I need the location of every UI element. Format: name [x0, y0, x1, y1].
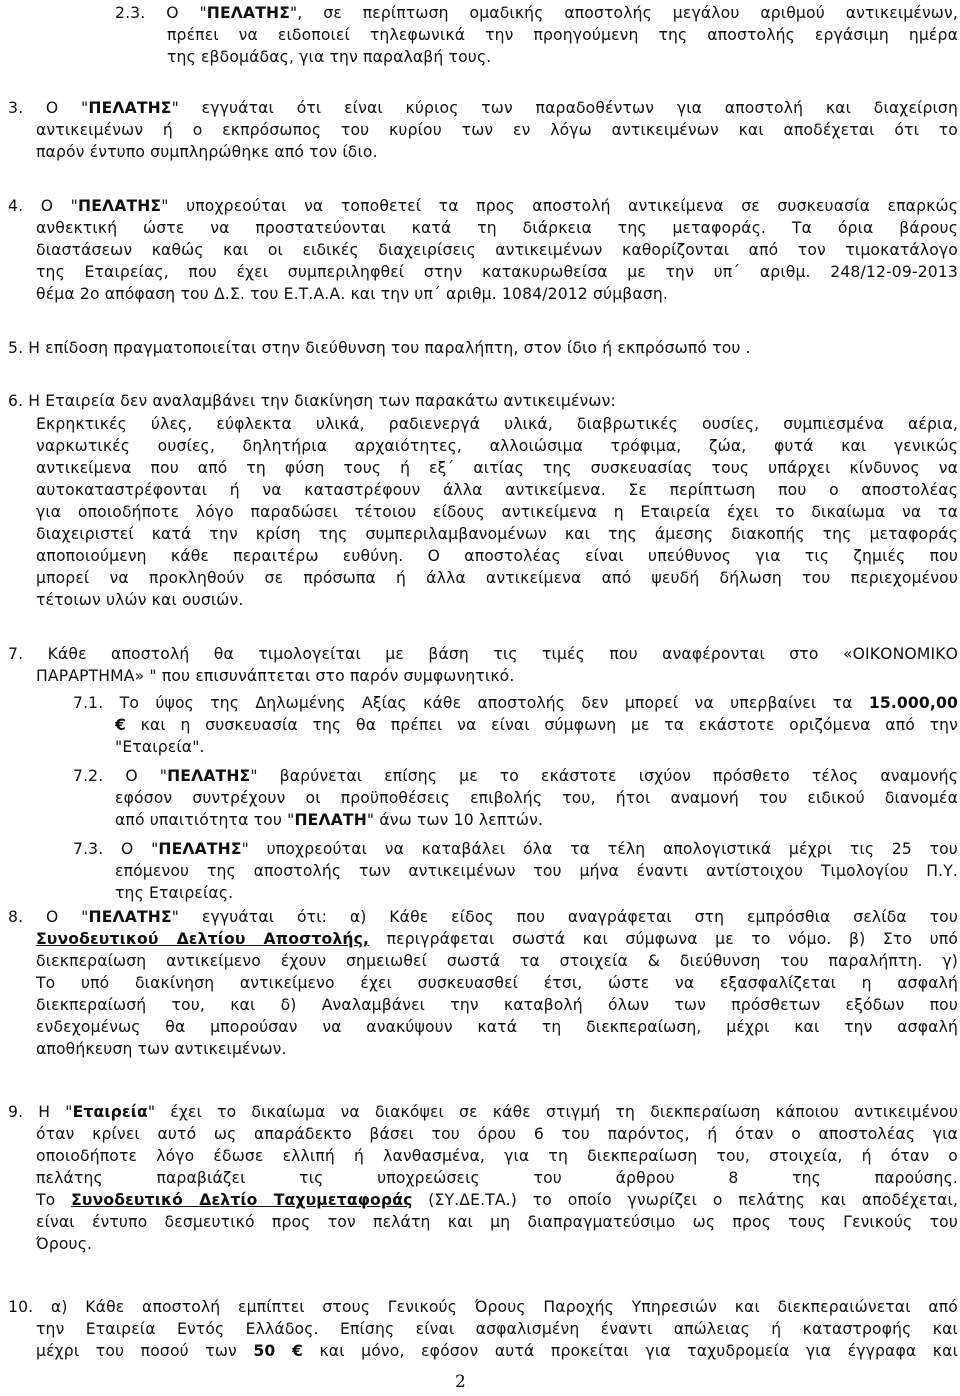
text-line [167, 24, 958, 46]
text-segment: " εγγυάται ότι: α) Κάθε είδος που αναγράφεται στη εμπρόσθια σελίδα του [171, 908, 959, 926]
text-line [36, 1340, 958, 1362]
text-segment: πελάτης παραβιάζει τις υποχρεώσεις του άρθρου 8 της παρούσης. [36, 1169, 958, 1187]
text-segment: 15.000,00 [868, 694, 958, 712]
text-segment: ", σε περίπτωση ομαδικής αποστολής μεγάλου αριθμού αντικειμένων, [290, 4, 958, 22]
text-segment: εφόσον συντρέχουν οι προϋποθέσεις επιβολής του, ήτοι αναμονή του ειδικού διανομέα [115, 789, 958, 807]
text-segment: τέτοιων υλών και ουσιών. [36, 591, 244, 609]
text-line [36, 1038, 336, 1060]
text-segment: 5. Η επίδοση πραγματοποιείται στην διεύθυνση του παραλήπτη, στον ίδιο ή εκπρόσωπό του . [8, 339, 751, 357]
text-segment: 8. Ο " [8, 908, 89, 926]
text-line [36, 457, 958, 479]
text-line [36, 545, 958, 567]
text-segment: 7.2. Ο " [73, 767, 168, 785]
text-line [73, 838, 958, 860]
text-segment: (ΣΥ.ΔΕ.ΤΑ.) το οποίο γνωρίζει ο πελάτης και αποδέχεται, [412, 1191, 958, 1209]
text-segment: 6. Η Εταιρεία δεν αναλαμβάνει την διακίνηση των παρακάτω αντικειμένων: [8, 392, 616, 410]
text-line [36, 1233, 136, 1255]
text-segment: διεκπεραίωσή του, και δ) Αναλαμβάνει την καταβολή όλων των πρόσθετων εξόδων που [36, 996, 958, 1014]
text-segment: ναρκωτικές ουσίες, δηλητήρια αρχαιότητες, αλλοιώσιμα τρόφιμα, ζώα, φυτά και γενικώς [36, 437, 958, 455]
text-segment: ενδεχομένως θα μπορούσαν να ανακύψουν κατά τη διεκπεραίωση, μέχρι και την ασφαλή [36, 1018, 958, 1036]
text-segment: ΠΕΛΑΤΗΣ [167, 767, 251, 785]
text-line [8, 195, 958, 217]
text-segment: " έχει το δικαίωμα να διακόψει σε κάθε στιγμή τη διεκπεραίωση κάποιου αντικειμένου [147, 1103, 959, 1121]
text-segment: 9. Η " [8, 1103, 73, 1121]
text-line [36, 1123, 958, 1145]
page-number: 2 [455, 1372, 466, 1392]
text-segment: οποιοδήποτε λόγο έδωσε ελλιπή ή λανθασμένα, για τη διεκπεραίωση του, στοιχεία, ή όταν ο [36, 1147, 958, 1165]
text-line [115, 809, 635, 831]
text-line [36, 589, 336, 611]
text-line [36, 1016, 958, 1038]
text-segment: μέχρι του ποσού των [36, 1342, 254, 1360]
text-segment: θέμα 2ο απόφαση του Δ.Σ. του Ε.Τ.Α.Α. και την υπ΄ αριθμ. 1084/2012 σύμβαση. [36, 285, 668, 303]
text-line [36, 1318, 958, 1340]
text-segment: διεκπεραίωση αντικείμενο έχουν σημειωθεί σωστά τα στοιχεία & διεύθυνση του παραλήπτη. γ) [36, 952, 958, 970]
text-segment: ΠΕΛΑΤΗΣ [158, 840, 242, 858]
text-line [36, 283, 796, 305]
text-line [36, 479, 958, 501]
text-segment: για οποιοδήποτε λόγο παραδώσει τέτοιου είδους αντικείμενα η Εταιρεία έχει το δικαίωμα να τα [36, 503, 958, 521]
text-line [73, 765, 958, 787]
text-segment: αντικειμένων ή ο εκπρόσωπος του κυρίου των εν λόγω αντικειμένων και αποδέχεται ότι το [36, 121, 958, 139]
text-line [36, 261, 958, 283]
text-line [36, 413, 958, 435]
text-segment: 7.3. Ο " [73, 840, 159, 858]
text-segment: "Εταιρεία". [115, 738, 205, 756]
text-line [167, 46, 492, 68]
text-segment: της εβδομάδας, για την παραλαβή τους. [167, 48, 492, 66]
text-segment: € [291, 1342, 303, 1360]
text-segment: από υπαιτιότητα του " [115, 811, 295, 829]
text-segment: 50 [253, 1342, 276, 1360]
text-line [36, 1145, 958, 1167]
text-segment: 10. α) Κάθε αποστολή εμπίπτει στους Γενικούς Όρους Παροχής Υπηρεσιών και διεκπεραιώνεται από [8, 1298, 958, 1316]
text-line [115, 2, 958, 24]
text-segment: όταν κρίνει αυτό ως απαράδεκτο βάσει του όρου 6 του παρόντος, ή όταν ο αποστολέας για [36, 1125, 958, 1143]
text-line [115, 736, 315, 758]
text-segment: ΠΕΛΑΤΗΣ [88, 908, 172, 926]
text-line [36, 119, 958, 141]
text-line [36, 950, 958, 972]
text-segment: και η συσκευασία της θα πρέπει να είναι σύμφωνη με τα εκάστοτε οριζόμενα από την [126, 716, 958, 734]
text-segment: αυτοκαταστρέφονται ή να καταστρέφουν άλλα αντικείμενα. Σε περίπτωση που ο αποστολέας [36, 481, 958, 499]
text-segment: Εκρηκτικές ύλες, εύφλεκτα υλικά, ραδιενεργά υλικά, διαβρωτικές ουσίες, συμπιεσμένα αέρια, [36, 415, 958, 433]
text-line [36, 1211, 958, 1233]
text-line [8, 1101, 958, 1123]
text-line [8, 337, 908, 359]
text-segment: μπορεί να προκληθούν σε πρόσωπα ή άλλα αντικείμενα από ψευδή δήλωση του περιεχομένου [36, 569, 958, 587]
text-segment: αντικείμενα που από τη φύση τους ή εξ΄ αιτίας της συσκευασίας τους υπάρχει κίνδυνος να [36, 459, 958, 477]
text-line [8, 97, 958, 119]
text-segment: Όρους. [36, 1235, 93, 1253]
text-line [115, 787, 958, 809]
text-line [36, 567, 958, 589]
text-segment: € [115, 716, 127, 734]
text-line [36, 1189, 958, 1211]
text-line [8, 390, 768, 412]
text-line [115, 860, 958, 882]
text-segment: διαχειριστεί κατά την κρίση της συμπεριλαμβανομένων και της άμεσης διακοπής της μεταφοράς [36, 525, 958, 543]
text-segment: Το [36, 1191, 72, 1209]
text-segment: " υποχρεούται να τοποθετεί τα προς αποστολή αντικείμενα σε συσκευασία επαρκώς [161, 197, 958, 215]
text-line [36, 239, 958, 261]
text-segment: παρόν έντυπο συμπληρώθηκε από τον ίδιο. [36, 143, 378, 161]
text-segment: επόμενου της αποστολής των αντικειμένων του μήνα έναντι αντίστοιχου Τιμολογίου Π.Υ. [115, 862, 958, 880]
text-line [73, 692, 958, 714]
text-segment: την Εταιρεία Εντός Ελλάδος. Επίσης είναι ασφαλισμένη έναντι απώλειας ή καταστροφής και [36, 1320, 958, 1338]
text-line [36, 928, 958, 950]
text-line [36, 994, 958, 1016]
text-line [36, 435, 958, 457]
text-segment: 4. Ο " [8, 197, 78, 215]
text-line [8, 643, 958, 665]
text-segment: της Εταιρείας, που έχει συμπεριληφθεί στην κατακυρωθείσα με την υπ΄ αριθμ. 248/12-09-2013 [36, 263, 958, 281]
text-line [36, 141, 456, 163]
text-line [8, 1296, 958, 1318]
text-segment: ΠΕΛΑΤΗΣ [88, 99, 172, 117]
text-segment: ΠΕΛΑΤΗΣ [78, 197, 162, 215]
text-segment [275, 1342, 292, 1360]
text-line [36, 665, 636, 687]
text-line [36, 217, 958, 239]
text-segment: πρέπει να ειδοποιεί τηλεφωνικά την προηγούμενη της αποστολής εργάσιμη ημέρα [167, 26, 958, 44]
text-line [36, 1167, 958, 1189]
text-line [36, 972, 958, 994]
text-segment: 7.1. Το ύψος της Δηλωμένης Αξίας κάθε αποστολής δεν μπορεί να υπερβαίνει τα [73, 694, 869, 712]
text-segment: Το υπό διακίνηση αντικείμενο έχει συσκευασθεί έτσι, ώστε να εξασφαλίζεται η ασφαλή [36, 974, 958, 992]
text-segment: Συνοδευτικό Δελτίο Ταχυμεταφοράς [71, 1191, 413, 1209]
text-segment: ΠΕΛΑΤΗΣ [206, 4, 291, 22]
text-line [115, 882, 315, 904]
text-line [115, 714, 958, 736]
text-segment: αποθήκευση των αντικειμένων. [36, 1040, 287, 1058]
text-segment: της Εταιρείας. [115, 884, 234, 902]
text-segment: " υποχρεούται να καταβάλει όλα τα τέλη απολογιστικά μέχρι τις 25 του [241, 840, 958, 858]
text-segment: " εγγυάται ότι είναι κύριος των παραδοθέντων για αποστολή και διαχείριση [171, 99, 959, 117]
text-segment: διαστάσεων καθώς και οι ειδικές διαχειρίσεις αντικειμένων καθορίζονται από τον τιμοκατάλογο [36, 241, 958, 259]
text-segment: 3. Ο " [8, 99, 89, 117]
text-segment: " βαρύνεται επίσης με το εκάστοτε ισχύον πρόσθετο τέλος αναμονής [250, 767, 958, 785]
text-segment: " άνω των 10 λεπτών. [366, 811, 544, 829]
text-segment: και μόνο, εφόσον αυτά προκείται για ταχυδρομεία για έγγραφα και [302, 1342, 959, 1360]
text-segment: Εταιρεία [72, 1103, 148, 1121]
text-segment: 7. Κάθε αποστολή θα τιμολογείται με βάση τις τιμές που αναφέρονται στο «ΟΙΚΟΝΟΜΙΚΟ [8, 645, 958, 663]
text-segment: αποποιούμενη κάθε περαιτέρω ευθύνη. Ο αποστολέας είναι υπεύθυνος για τις ζημιές που [36, 547, 958, 565]
text-segment: είναι έντυπο δεσμευτικό προς τον πελάτη και μη διαπραγματεύσιμο ως προς τους Γενικούς του [36, 1213, 958, 1231]
text-line [8, 906, 958, 928]
text-segment: περιγράφεται σωστά και σύμφωνα με το νόμο. β) Στο υπό [369, 930, 959, 948]
text-segment: ανθεκτική ώστε να προστατεύονται κατά τη διάρκεια της μεταφοράς. Τα όρια βάρους [36, 219, 958, 237]
text-segment: Συνοδευτικού Δελτίου Αποστολής, [36, 930, 370, 948]
text-segment: ΠΕΛΑΤΗ [294, 811, 367, 829]
text-line [36, 523, 958, 545]
text-line [36, 501, 958, 523]
text-segment: ΠΑΡΑΡΤΗΜΑ» " που επισυνάπτεται στο παρόν συμφωνητικό. [36, 667, 515, 685]
text-segment: 2.3. Ο " [115, 4, 207, 22]
